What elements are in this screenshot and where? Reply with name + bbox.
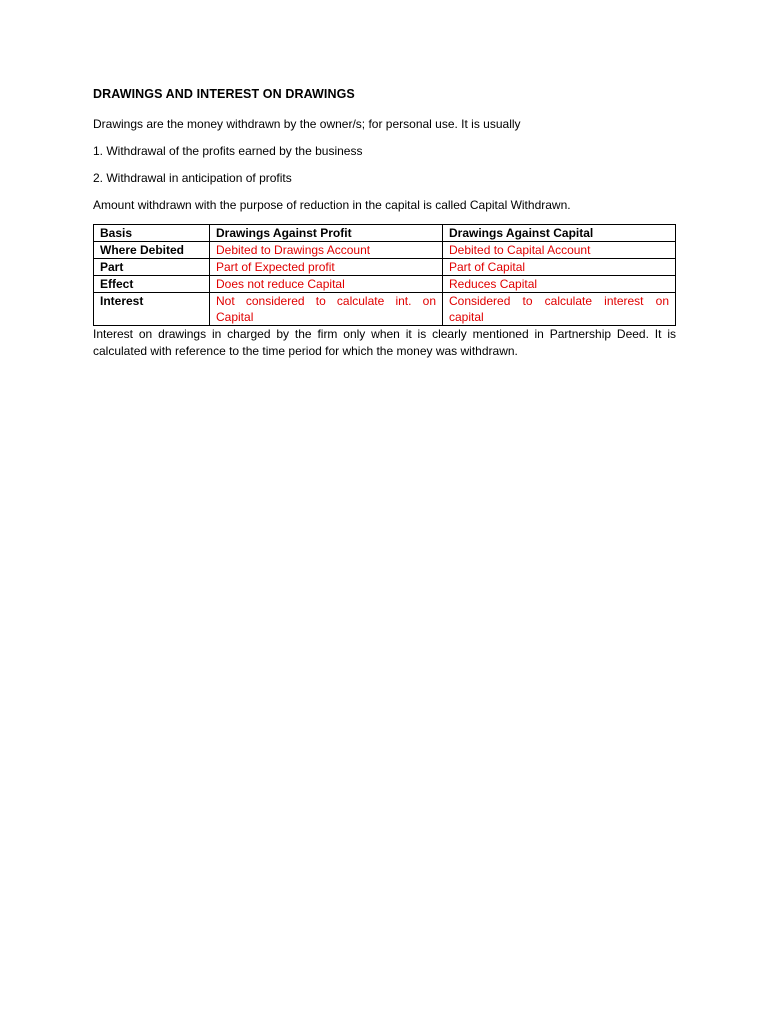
- basis-cell: Where Debited: [94, 242, 210, 259]
- profit-cell: Not considered to calculate int. on Capital: [210, 293, 443, 326]
- document-heading: DRAWINGS AND INTEREST ON DRAWINGS: [93, 87, 355, 101]
- capital-cell: Reduces Capital: [443, 276, 676, 293]
- table-row: [94, 293, 676, 326]
- document-page: [93, 86, 676, 360]
- basis-cell: Effect: [94, 276, 210, 293]
- header-drawings-against-capital: Drawings Against Capital: [443, 225, 676, 242]
- closing-paragraph: Interest on drawings in charged by the firm only when it is clearly mentioned in Partnership Deed. It is calculated with reference to the time period for which the money was withdrawn.: [93, 327, 676, 358]
- table-header-row: [94, 225, 676, 242]
- basis-cell: Interest: [94, 293, 210, 326]
- header-drawings-against-profit: Drawings Against Profit: [210, 225, 443, 242]
- point-1: 1. Withdrawal of the profits earned by the business: [93, 144, 363, 158]
- table-row: [94, 242, 676, 259]
- basis-cell: Part: [94, 259, 210, 276]
- profit-cell: Debited to Drawings Account: [210, 242, 443, 259]
- comparison-table: [93, 224, 676, 326]
- capital-cell: Part of Capital: [443, 259, 676, 276]
- header-basis: Basis: [94, 225, 210, 242]
- table-row: [94, 259, 676, 276]
- intro-paragraph: Drawings are the money withdrawn by the owner/s; for personal use. It is usually: [93, 117, 521, 131]
- capital-cell: Considered to calculate interest on capital: [443, 293, 676, 326]
- profit-cell: Does not reduce Capital: [210, 276, 443, 293]
- profit-cell: Part of Expected profit: [210, 259, 443, 276]
- table-row: [94, 276, 676, 293]
- point-2: 2. Withdrawal in anticipation of profits: [93, 171, 292, 185]
- capital-cell: Debited to Capital Account: [443, 242, 676, 259]
- capital-note: Amount withdrawn with the purpose of reduction in the capital is called Capital Withdrawn.: [93, 198, 571, 212]
